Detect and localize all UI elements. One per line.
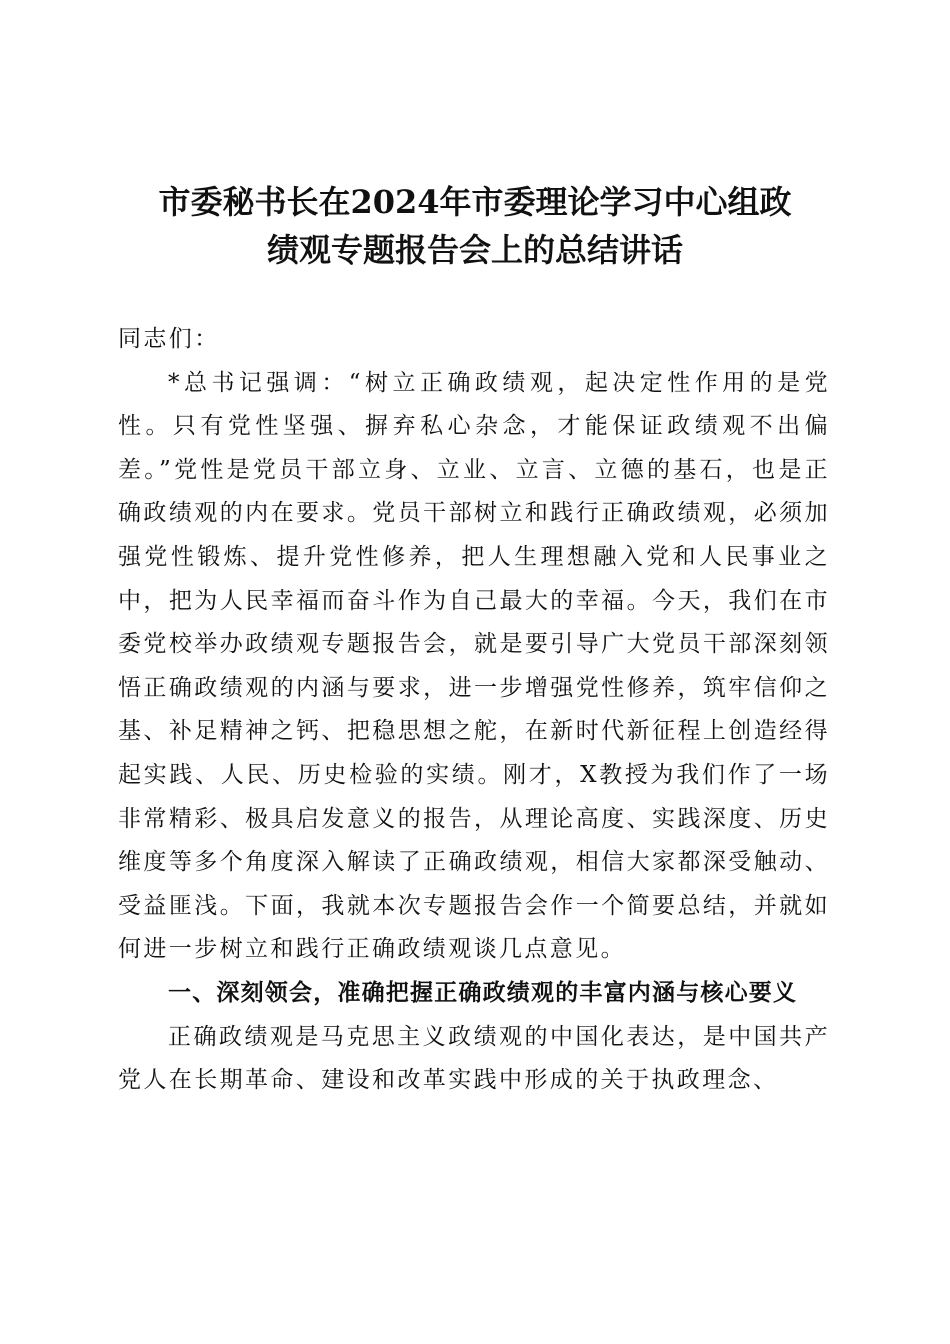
document-title (80, 178, 870, 274)
section-heading-1: 一、深刻领会，准确把握正确政绩观的丰富内涵与核心要义 (168, 979, 798, 1006)
salutation: 同志们： (118, 326, 220, 352)
paragraph-section-1: 正确政绩观是马克思主义政绩观的中国化表达，是中国共产党人在长期革命、建设和改革实践中形成的关于执政理念、 (118, 1023, 830, 1094)
title-line-2: 绩观专题报告会上的总结讲话 (266, 231, 683, 269)
paragraph-intro: *总书记强调：“树立正确政绩观，起决定性作用的是党性。只有党性坚强、摒弃私心杂念，才能保证政绩观不出偏差。”党性是党员干部立身、立业、立言、立德的基石，也是正确政绩观的内在要求。党员干部树立和践行正确政绩观，必须加强党性锻炼、提升党性修养，把人生理想融入党和人民事业之中，把为人民幸福而奋斗作为自己最大的幸福。今天，我们在市委党校举办政绩观专题报告会，就是要引导广大党员干部深刻领悟正确政绩观的内涵与要求，进一步增强党性修养，筑牢信仰之基、补足精神之钙、把稳思想之舵，在新时代新征程上创造经得起实践、人民、历史检验的实绩。刚才，X教授为我们作了一场非常精彩、极具启发意义的报告，从理论高度、实践深度、历史维度等多个角度深入解读了正确政绩观，相信大家都深受触动、受益匪浅。下面，我就本次专题报告会作一个简要总结，并就如何进一步树立和践行正确政绩观谈几点意见。 (118, 369, 830, 963)
document-body (118, 318, 830, 1103)
title-line-1: 市委秘书长在2024年市委理论学习中心组政 (158, 183, 792, 221)
